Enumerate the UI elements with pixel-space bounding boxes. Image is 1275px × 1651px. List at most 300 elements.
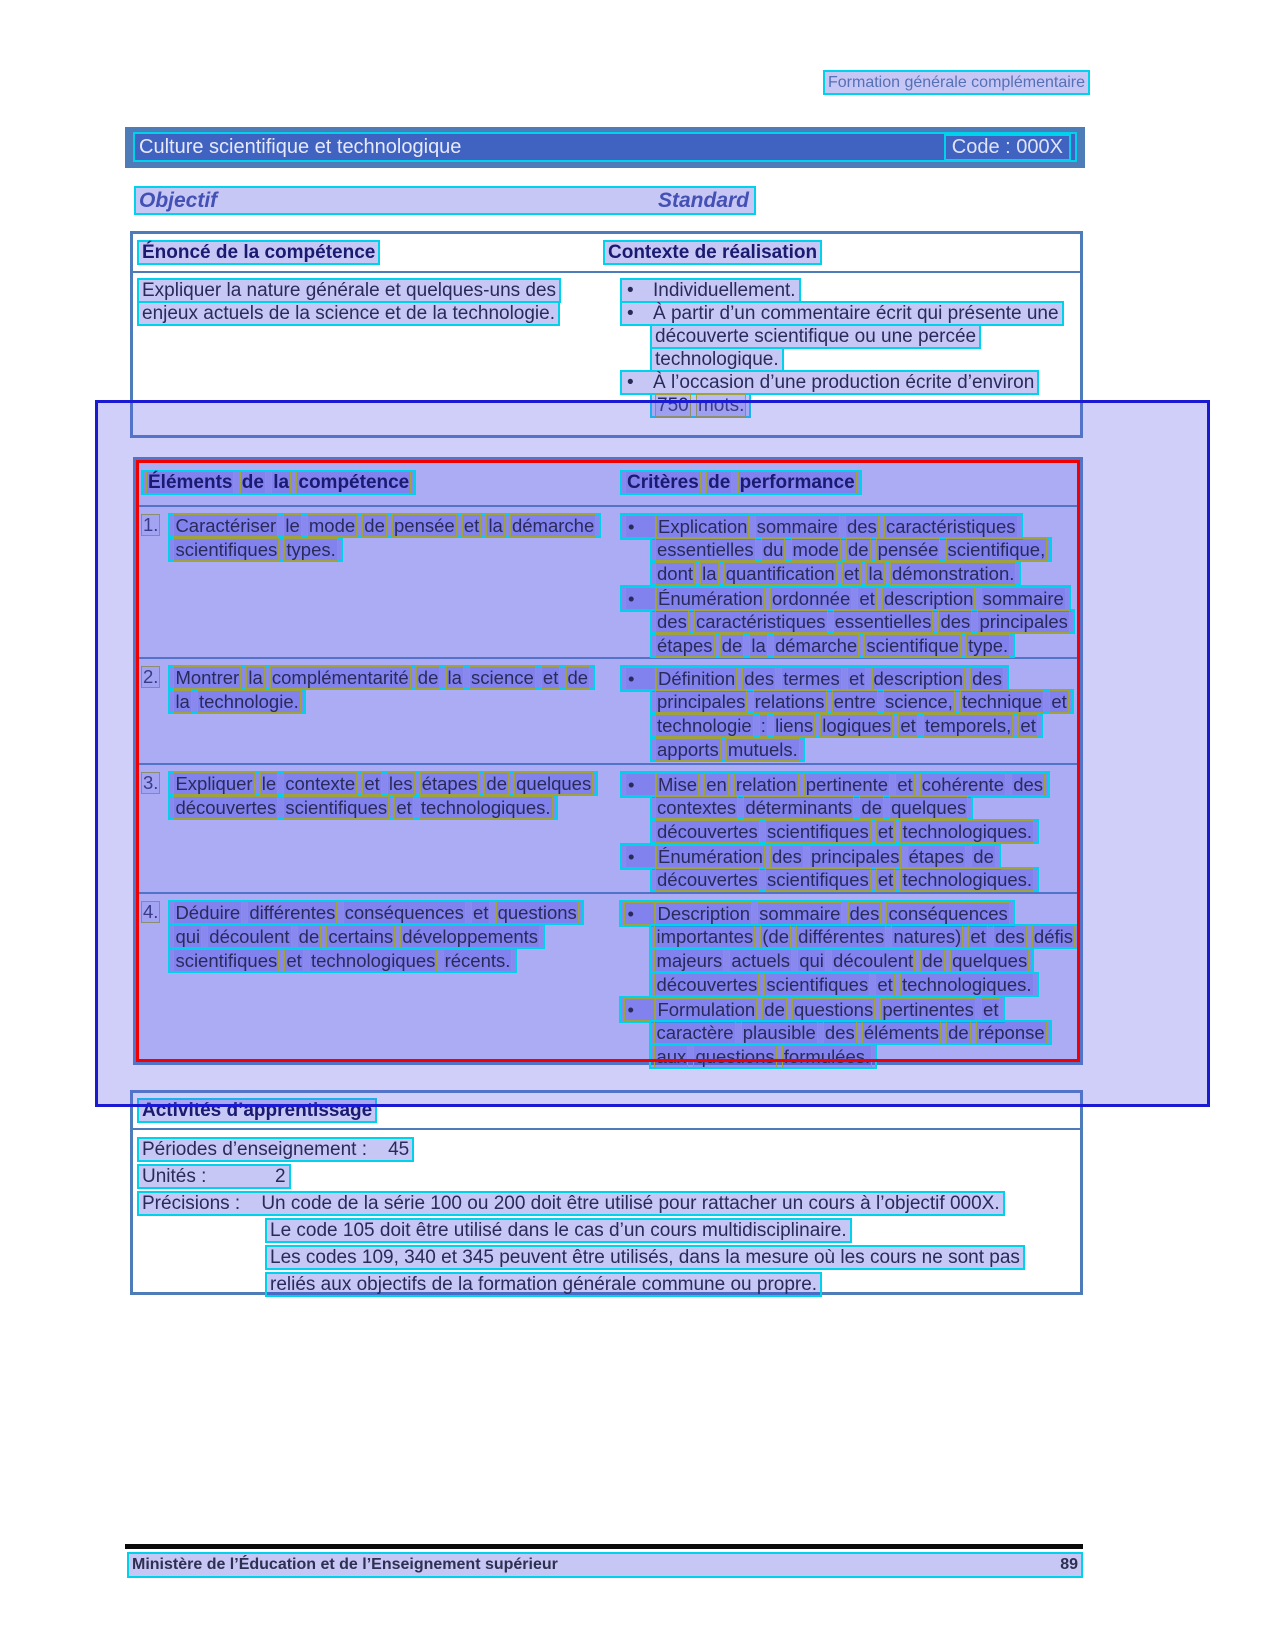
text-line <box>619 900 1080 924</box>
word-highlight: plausible <box>742 1022 816 1043</box>
word-highlight: de <box>764 999 785 1020</box>
header-cell-enonce <box>133 240 603 265</box>
line-highlight <box>168 513 601 538</box>
line-highlight: • À partir d’un commentaire écrit qui présente une <box>620 301 1064 326</box>
word-highlight: découvertes <box>657 821 758 842</box>
word-highlight: contextes <box>657 797 737 818</box>
item-number: 1. <box>143 514 159 535</box>
word-highlight: et <box>843 563 860 584</box>
criteria-cell <box>612 659 1080 763</box>
word-highlight: en <box>706 774 727 795</box>
text-line <box>137 1191 1080 1218</box>
line-highlight <box>168 665 595 690</box>
word-highlight: découvertes <box>175 797 277 818</box>
bullet-item <box>620 278 1080 301</box>
word-highlight: de <box>567 667 589 688</box>
word-highlight: développements <box>402 926 539 947</box>
word-highlight: termes <box>783 668 840 689</box>
text-line <box>649 948 1080 972</box>
word-highlight: questions <box>497 902 577 923</box>
text-line <box>265 1272 1080 1299</box>
word-highlight: majeurs <box>656 950 723 971</box>
text-line <box>650 393 1080 416</box>
line-highlight: découverte scientifique ou une percée <box>650 324 981 349</box>
word-highlight: éléments <box>863 1022 939 1043</box>
word-highlight: des <box>772 846 802 867</box>
word-highlight: Éléments <box>148 472 233 493</box>
word-highlight: type. <box>968 635 1009 656</box>
text-line <box>650 713 1080 737</box>
text-line <box>265 1218 1080 1245</box>
activities-table-header <box>133 1093 1080 1130</box>
line-highlight <box>650 689 1074 714</box>
word-highlight: (de <box>762 926 790 947</box>
word-highlight: de <box>486 773 507 794</box>
bullet-item <box>620 370 1080 416</box>
word-highlight: découlent <box>833 950 914 971</box>
text-line <box>620 278 1080 301</box>
word-highlight: qui <box>175 926 201 947</box>
line-highlight <box>650 561 1021 586</box>
word-highlight: découvertes <box>657 869 758 890</box>
word-highlight: caractéristiques <box>695 611 826 632</box>
word-highlight: et <box>473 902 489 923</box>
line-highlight: technologique. <box>650 347 784 372</box>
section-headings <box>134 186 756 215</box>
elements-row-4 <box>136 894 1080 1071</box>
bullet-icon: • <box>625 845 656 868</box>
word-highlight: du <box>762 539 784 560</box>
word-highlight: le <box>285 515 300 536</box>
text-line <box>620 301 1080 324</box>
word-highlight: : <box>760 715 766 736</box>
page-title: Culture scientifique et technologique <box>139 135 462 158</box>
word-highlight: la <box>751 635 766 656</box>
text-line <box>168 948 583 972</box>
bullet-item <box>620 513 1080 585</box>
element-cell <box>136 894 611 1071</box>
word-highlight: des <box>994 926 1025 947</box>
word-highlight: et <box>1051 691 1067 712</box>
word-highlight: des <box>940 611 971 632</box>
bullet-item <box>620 585 1080 657</box>
word-highlight: entre <box>833 691 876 712</box>
line-highlight: Précisions : Un code de la série 100 ou 200 doit être utilisé pour rattacher un cours à l’objectif 000X. <box>137 1191 1005 1216</box>
text-line <box>137 1137 1080 1164</box>
elements-row-2 <box>136 659 1080 765</box>
text-line <box>620 513 1080 537</box>
text-line <box>168 900 583 924</box>
word-highlight: questions <box>695 1046 775 1067</box>
word-highlight: cohérente <box>921 774 1005 795</box>
line-highlight: Périodes d’enseignement : 45 <box>137 1137 414 1162</box>
word-highlight: quantification <box>725 563 835 584</box>
word-highlight: conséquences <box>888 903 1008 924</box>
item-number: 2. <box>143 666 159 687</box>
word-highlight: de <box>298 926 320 947</box>
text-line <box>649 1044 1080 1068</box>
word-highlight: natures) <box>893 926 962 947</box>
word-highlight: relations <box>754 691 825 712</box>
title-banner <box>125 127 1085 168</box>
line-highlight <box>649 948 1034 973</box>
word-highlight: contexte <box>285 773 356 794</box>
bullet-item <box>620 771 1080 843</box>
word-highlight: pensée <box>877 539 939 560</box>
word-highlight: qui <box>799 950 824 971</box>
word-highlight: scientifiques <box>175 539 278 560</box>
word-highlight: des <box>657 611 687 632</box>
text-line <box>650 324 1080 347</box>
word-highlight: technologie. <box>198 691 299 712</box>
word-highlight: et <box>877 869 894 890</box>
bullet-icon: • <box>627 280 634 301</box>
word-highlight: et <box>364 773 380 794</box>
bullet-item <box>619 900 1080 996</box>
word-highlight: sommaire <box>982 588 1064 609</box>
text-line <box>137 1164 1080 1191</box>
line-highlight: Le code 105 doit être utilisé dans le cas d’un cours multidisciplinaire. <box>265 1218 852 1243</box>
header-cell-criteres <box>612 470 1080 495</box>
word-highlight: de <box>922 950 943 971</box>
word-highlight: la <box>488 515 503 536</box>
bullet-icon: • <box>625 667 656 690</box>
word-highlight: de <box>417 667 439 688</box>
elements-table-body <box>136 507 1080 1071</box>
element-cell <box>136 507 612 657</box>
text-line <box>620 370 1080 393</box>
word-highlight: des <box>824 1022 855 1043</box>
line-highlight <box>650 867 1039 892</box>
line-highlight <box>650 737 805 762</box>
item-number: 3. <box>143 772 159 793</box>
competency-statement-cell <box>133 273 603 416</box>
word-highlight: la <box>447 667 462 688</box>
word-highlight: 750 <box>657 395 689 416</box>
word-highlight: aux <box>656 1046 687 1067</box>
word-highlight: démonstration. <box>892 563 1015 584</box>
text-line <box>620 585 1080 609</box>
line-highlight <box>650 633 1015 658</box>
word-highlight: principales <box>811 846 900 867</box>
word-highlight: certains <box>328 926 394 947</box>
text-line <box>168 665 595 689</box>
word-highlight: Expliquer <box>175 773 253 794</box>
header-cell-contexte <box>603 240 1080 265</box>
word-highlight: la <box>248 667 263 688</box>
criteria-cell <box>612 765 1080 892</box>
footer <box>127 1552 1083 1578</box>
activities-table-body <box>133 1130 1080 1299</box>
elements-row-3 <box>136 765 1080 894</box>
word-highlight: apports <box>657 739 719 760</box>
word-highlight: de <box>847 539 869 560</box>
line-highlight <box>649 924 1080 949</box>
word-highlight: scientifique, <box>947 539 1046 560</box>
word-highlight: conséquences <box>344 902 464 923</box>
line-highlight <box>650 609 1075 634</box>
item-number: 4. <box>143 901 159 922</box>
line-highlight <box>650 713 1043 738</box>
word-highlight: types. <box>286 539 336 560</box>
word-highlight: des <box>744 668 775 689</box>
word-highlight: découvertes <box>656 974 758 995</box>
line-highlight: Énoncé de la compétence <box>137 240 380 265</box>
code-badge: Code : 000X <box>944 134 1071 161</box>
word-highlight: technologiques. <box>902 869 1033 890</box>
word-highlight: scientifique <box>866 635 959 656</box>
word-highlight: Formulation <box>657 999 756 1020</box>
word-highlight: logiques <box>822 715 892 736</box>
word-highlight: mode <box>792 539 839 560</box>
text-line <box>650 737 1080 761</box>
word-highlight: et <box>396 797 412 818</box>
word-highlight: scientifiques <box>766 869 869 890</box>
text-line <box>168 537 601 561</box>
text-line <box>650 347 1080 370</box>
text-line <box>650 689 1080 713</box>
word-highlight: des <box>846 516 877 537</box>
line-highlight <box>168 689 305 714</box>
precisions-continuation <box>137 1218 1080 1299</box>
word-highlight: les <box>388 773 413 794</box>
line-highlight <box>168 537 342 562</box>
word-highlight: des <box>972 668 1002 689</box>
bullet-item <box>619 996 1080 1068</box>
line-highlight <box>649 1020 1051 1045</box>
text-line <box>168 924 583 948</box>
word-highlight: de <box>364 515 385 536</box>
word-highlight: Explication <box>658 516 748 537</box>
word-highlight: pertinente <box>805 774 889 795</box>
text-line <box>620 665 1080 689</box>
word-highlight: des <box>1013 774 1044 795</box>
word-highlight: complémentarité <box>271 667 409 688</box>
word-highlight: réponse <box>977 1022 1045 1043</box>
word-highlight: scientifiques <box>766 821 869 842</box>
text-line <box>168 689 595 713</box>
word-highlight: et <box>286 950 302 971</box>
text-line <box>168 513 601 537</box>
text-line <box>650 819 1080 843</box>
word-highlight: mutuels. <box>727 739 798 760</box>
word-highlight: de <box>721 635 743 656</box>
word-highlight: technologiques. <box>901 974 1032 995</box>
line-highlight: Formation générale complémentaire <box>823 70 1090 95</box>
word-highlight: scientifiques <box>285 797 388 818</box>
text-line <box>650 795 1080 819</box>
line-highlight <box>133 132 1077 162</box>
bullet-icon: • <box>624 998 655 1021</box>
elements-table-header <box>136 460 1080 507</box>
element-text <box>168 665 595 713</box>
word-highlight: quelques <box>952 950 1028 971</box>
word-highlight: sommaire <box>756 516 838 537</box>
word-highlight: et <box>877 974 893 995</box>
word-highlight: défis <box>1033 926 1073 947</box>
line-highlight <box>619 996 1005 1023</box>
line-highlight <box>619 900 1014 927</box>
word-highlight: de <box>241 472 264 493</box>
page-number: 89 <box>1060 1556 1078 1573</box>
bullet-item <box>620 665 1080 761</box>
word-highlight: et <box>897 774 913 795</box>
word-highlight: récents. <box>444 950 511 971</box>
word-highlight: et <box>900 715 916 736</box>
word-highlight: pensée <box>394 515 455 536</box>
word-highlight: et <box>859 588 875 609</box>
line-highlight <box>134 186 756 215</box>
word-highlight: pertinentes <box>882 999 974 1020</box>
word-highlight: ordonnée <box>772 588 851 609</box>
line-highlight <box>650 819 1039 844</box>
line-highlight <box>168 924 545 949</box>
word-highlight: relation <box>735 774 797 795</box>
line-highlight: Unités : 2 <box>137 1164 291 1189</box>
word-highlight: quelques <box>516 773 592 794</box>
line-highlight: Activités d’apprentissage <box>137 1098 377 1123</box>
line-highlight <box>650 393 751 418</box>
word-highlight: technologiques. <box>420 797 551 818</box>
elements-row-1 <box>136 507 1080 659</box>
bullet-icon: • <box>625 515 656 538</box>
word-highlight: de <box>948 1022 969 1043</box>
word-highlight: des <box>849 903 880 924</box>
word-highlight: essentielles <box>834 611 932 632</box>
word-highlight: découlent <box>209 926 290 947</box>
line-highlight <box>620 665 1009 692</box>
text-line <box>168 795 598 819</box>
word-highlight: Mise <box>658 774 698 795</box>
text-line <box>649 972 1080 996</box>
word-highlight: la <box>175 691 190 712</box>
word-highlight: technologiques. <box>902 821 1033 842</box>
word-highlight: la <box>273 472 290 493</box>
word-highlight: technologiques <box>310 950 436 971</box>
element-cell <box>136 765 612 892</box>
bullet-icon: • <box>627 372 634 393</box>
word-highlight: importantes <box>656 926 754 947</box>
word-highlight: déterminants <box>745 797 853 818</box>
line-highlight: Contexte de réalisation <box>603 240 822 265</box>
word-highlight: Définition <box>658 668 736 689</box>
line-highlight <box>620 771 1050 798</box>
word-highlight: sommaire <box>759 903 841 924</box>
word-highlight: formulées. <box>783 1046 871 1067</box>
line-highlight <box>168 771 598 796</box>
text-line <box>650 561 1080 585</box>
word-highlight: et <box>1020 715 1036 736</box>
line-highlight <box>620 470 862 495</box>
word-highlight: Montrer <box>175 667 240 688</box>
bullet-item <box>620 301 1080 370</box>
word-highlight: liens <box>775 715 814 736</box>
word-highlight: mode <box>308 515 356 536</box>
word-highlight: caractéristiques <box>885 516 1016 537</box>
word-highlight: questions <box>794 999 874 1020</box>
header-cell-elements <box>136 470 612 495</box>
word-highlight: caractère <box>656 1022 734 1043</box>
line-highlight <box>168 795 557 820</box>
line-highlight <box>650 537 1052 562</box>
line-highlight <box>141 470 416 495</box>
word-highlight: performance <box>739 472 855 493</box>
word-highlight: et <box>848 668 865 689</box>
word-highlight: Énumération <box>658 588 763 609</box>
line-highlight <box>168 948 517 973</box>
word-highlight: de <box>708 472 731 493</box>
criteria-cell <box>611 894 1080 1071</box>
word-highlight: étapes <box>421 773 478 794</box>
line-highlight <box>649 972 1038 997</box>
element-text <box>168 771 598 819</box>
line-highlight: • Individuellement. <box>620 278 801 303</box>
element-text <box>168 900 583 972</box>
bullet-icon: • <box>625 773 656 796</box>
text-line <box>650 537 1080 561</box>
word-highlight: essentielles <box>657 539 754 560</box>
word-highlight: Caractériser <box>175 515 277 536</box>
line-highlight <box>649 1044 877 1069</box>
text-line <box>620 771 1080 795</box>
word-highlight: et <box>463 515 480 536</box>
word-highlight: scientifiques <box>766 974 869 995</box>
word-highlight: Déduire <box>175 902 241 923</box>
word-highlight: de <box>861 797 882 818</box>
word-highlight: et <box>983 999 999 1020</box>
word-highlight: et <box>542 667 559 688</box>
bullet-icon: • <box>627 303 634 324</box>
activities-table <box>130 1090 1083 1295</box>
word-highlight: différentes <box>249 902 336 923</box>
text-line <box>650 867 1080 891</box>
word-highlight: description <box>873 668 963 689</box>
word-highlight: étapes <box>908 846 965 867</box>
word-highlight: technique <box>961 691 1043 712</box>
line-highlight <box>650 795 973 820</box>
text-line <box>650 609 1080 633</box>
line-highlight <box>620 513 1023 540</box>
line-highlight <box>127 1552 1083 1578</box>
text-line <box>137 278 603 301</box>
bullet-item <box>620 843 1080 891</box>
word-highlight: technologie <box>657 715 752 736</box>
line-highlight: reliés aux objectifs de la formation générale commune ou propre. <box>265 1272 822 1297</box>
realisation-context-cell <box>603 273 1080 416</box>
word-highlight: démarche <box>511 515 595 536</box>
word-highlight: actuels <box>731 950 791 971</box>
word-highlight: temporels, <box>924 715 1012 736</box>
word-highlight: de <box>973 846 994 867</box>
word-highlight: et <box>970 926 986 947</box>
word-highlight: science, <box>884 691 953 712</box>
text-line <box>649 924 1080 948</box>
line-highlight: • À l’occasion d’une production écrite d’environ <box>620 370 1039 395</box>
text-line <box>649 1020 1080 1044</box>
footer-ministry: Ministère de l’Éducation et de l’Enseignement supérieur <box>132 1556 558 1573</box>
word-highlight: étapes <box>657 635 713 656</box>
word-highlight: Critères <box>627 472 699 493</box>
word-highlight: quelques <box>891 797 967 818</box>
line-highlight <box>168 900 583 925</box>
word-highlight: et <box>877 821 894 842</box>
text-line <box>137 301 603 324</box>
word-highlight: différentes <box>798 926 885 947</box>
heading-objectif: Objectif <box>139 189 218 212</box>
text-line <box>619 996 1080 1020</box>
word-highlight: Énumération <box>658 846 763 867</box>
line-highlight: Expliquer la nature générale et quelques-uns des <box>137 278 561 303</box>
